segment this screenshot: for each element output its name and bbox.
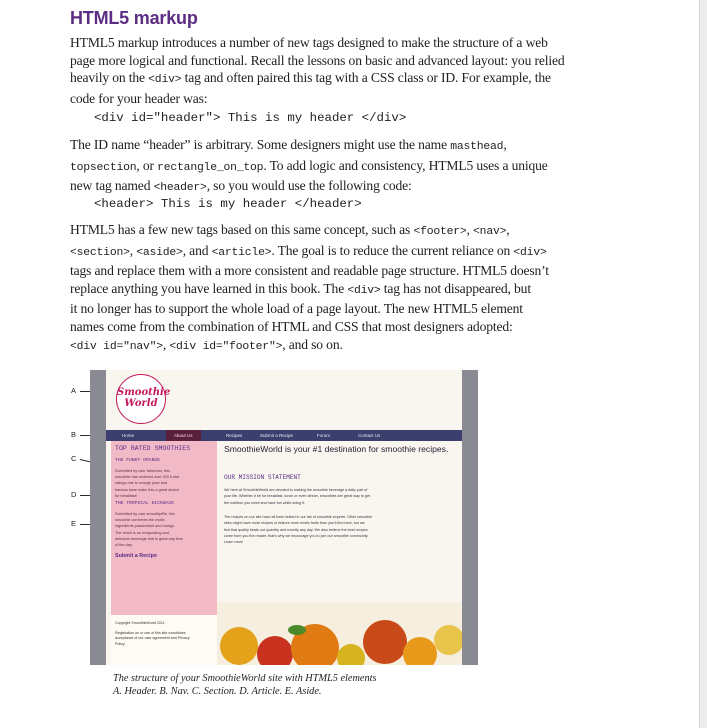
aside-item-1-line: Submitted by user Iwbernus, this <box>115 469 171 473</box>
inline-code-article: <article> <box>211 246 272 259</box>
logo-text-1: Smoothie <box>117 387 171 398</box>
inline-code-topsection: topsection <box>70 161 137 174</box>
aside-item-1-line: ratings due to orange juice and <box>115 481 168 486</box>
aside-item-2-text <box>115 511 211 548</box>
mission-title: OUR MISSION STATEMENT <box>224 474 301 481</box>
p3-line-3: tags and replace them with a more consistent and readable page structure. HTML5 doesn’t <box>70 263 549 279</box>
aside-item-2-line: The result is an invigorating and <box>115 530 169 535</box>
pineapple-icon <box>220 627 258 665</box>
site-logo <box>116 374 171 424</box>
site-aside <box>111 441 217 615</box>
mission-line: We here at SmoothieWorld are devoted to making the smoothie beverage a daily part of <box>224 488 368 492</box>
p3-comma-3: , <box>162 336 170 352</box>
nav-recipes: Recipes <box>226 433 243 438</box>
callout-letter-c: C <box>71 454 77 463</box>
p3-line-4b: tag has not disappeared, but <box>380 280 531 296</box>
fruit-photo <box>217 602 462 665</box>
p1-line-3a: heavily on the <box>70 70 149 86</box>
aside-item-2-line: smoothie combines the exotic <box>115 518 166 523</box>
logo-text-2: World <box>124 398 158 409</box>
site-tagline: SmoothieWorld is your #1 destination for smoothie recipes. <box>224 444 449 454</box>
caption-line-2: A. Header. B. Nav. C. Section. D. Article. E. Aside. <box>113 685 322 697</box>
p3-line-1b: , <box>506 222 510 237</box>
p2-line-1a: The ID name “header” is arbitrary. Some designers might use the name <box>70 137 451 152</box>
nav-home: Home <box>122 433 135 438</box>
inline-code-rectangle: rectangle_on_top <box>157 161 264 174</box>
p3-comma-2: , <box>129 242 137 258</box>
grapefruit-icon <box>363 620 407 664</box>
p3-line-5: it no longer has to support the whole load of a page layout. The new HTML5 element <box>70 301 523 317</box>
nav-about-us: About Us <box>166 430 201 441</box>
footer-copyright: Copyright SmoothieWorld 2011 <box>115 621 165 625</box>
mission-line: sites might have more recipes or feature more exotic fruits than you'll find here, but we <box>224 521 365 526</box>
inline-code-aside: <aside> <box>136 246 183 259</box>
paragraph-3 <box>70 221 590 356</box>
p2-line-1b: , <box>503 137 507 152</box>
p2-line-2b: . To add logic and consistency, HTML5 uses a unique <box>263 157 548 173</box>
p1-line-2: page more logical and functional. Recall the lessons on basic and advanced layout: you relied <box>70 52 565 68</box>
inline-code-nav: <nav> <box>473 226 507 238</box>
aside-item-2-line: of the day. <box>115 543 133 548</box>
code-sample-header-div: <div id="header"> This is my header </div> <box>94 111 407 125</box>
p3-line-2b: . The goal is to reduce the current reliance on <box>271 242 514 258</box>
inline-code-div-footer: <div id="footer"> <box>169 340 283 353</box>
inline-code-footer: <footer> <box>413 226 467 238</box>
aside-item-1-line: for breakfast! <box>115 493 138 498</box>
paragraph-1 <box>70 34 590 107</box>
site-nav <box>106 430 462 441</box>
aside-item-2-line: Submitted by user smoothjoRe, this <box>115 512 175 516</box>
site-footer <box>111 615 217 665</box>
callout-letter-d: D <box>71 490 77 499</box>
inline-code-div: <div> <box>148 74 182 87</box>
inline-code-header: <header> <box>153 182 207 195</box>
site-page <box>106 370 462 665</box>
mission-line: Learn more <box>224 540 243 545</box>
section-heading: HTML5 markup <box>70 8 198 28</box>
paragraph-2 <box>70 136 590 198</box>
footer-line: acceptance of our user agreement and Privacy <box>115 636 190 641</box>
aside-submit-link: Submit a Recipe <box>115 553 157 559</box>
mission-line: feel that quality beats out quantity and novelty any day. We also believe the best recipes <box>224 527 368 532</box>
mission-paragraph-2 <box>224 514 452 545</box>
aside-item-1-line: smoothie has recieved over 200 5 star <box>115 475 180 480</box>
figure-caption <box>113 673 377 699</box>
p3-line-6: names come from the combination of HTML and CSS that most designers adopted: <box>70 318 513 334</box>
p1-line-1: HTML5 markup introduces a number of new tags designed to make the structure of a web <box>70 35 548 50</box>
inline-code-masthead: masthead <box>450 141 504 153</box>
p3-line-1a: HTML5 has a few new tags based on this same concept, such as <box>70 222 414 237</box>
leaf-icon <box>288 625 306 635</box>
p2-line-3b: , so you would use the following code: <box>206 178 412 194</box>
mission-line: the nutrition you need and have fun while doing it. <box>224 500 306 505</box>
p1-line-3b: tag and often paired this tag with a CSS class or ID. For example, the <box>181 70 551 86</box>
inline-code-div-3: <div> <box>347 284 381 297</box>
mission-paragraph-1 <box>224 487 452 506</box>
aside-item-2-line: delicious beverage that is great any time <box>115 536 183 541</box>
aside-item-2-title: THE TROPICAL KICKBACK <box>115 501 175 506</box>
nav-contact-us: Contact Us <box>358 433 381 438</box>
inline-code-div-2: <div> <box>513 246 547 259</box>
callout-letter-e: E <box>71 519 77 528</box>
aside-title: TOP RATED SMOOTHIES <box>115 445 191 452</box>
code-sample-header-tag: <header> This is my header </header> <box>94 197 362 211</box>
footer-text <box>115 631 211 647</box>
page-edge <box>699 0 707 728</box>
aside-item-1-line: banana base make this a great choice <box>115 487 180 492</box>
p3-comma-1: , <box>466 222 474 237</box>
inline-code-div-nav: <div id="nav"> <box>70 340 163 353</box>
mission-line: come from you the reader, that's why we encourage you to join our smoothie community. <box>224 533 369 538</box>
callout-letter-b: B <box>71 430 77 439</box>
p3-and: , and <box>182 242 212 258</box>
p3-line-7b: , and so on. <box>282 336 343 352</box>
nav-forum: Forum <box>317 433 331 438</box>
figure-screenshot <box>90 370 478 665</box>
callout-letter-a: A <box>71 386 77 395</box>
footer-line: Policy. <box>115 641 126 646</box>
mission-line: your life. Whether it be for breakfast, lunch or even dinner, smoothies are great way to get <box>224 494 371 499</box>
p3-line-4: replace anything you have learned in this book. The <box>70 280 348 296</box>
p2-line-3a: new tag named <box>70 178 154 194</box>
aside-item-1-text <box>115 468 211 499</box>
p1-line-4: code for your header was: <box>70 90 208 106</box>
mission-line: The recipes on our site have all been tested in our lab of smoothie experts. Other smoothie <box>224 515 373 519</box>
inline-code-section: <section> <box>70 246 130 259</box>
footer-line: Registration on or use of this site constitutes <box>115 631 186 635</box>
aside-item-2-line: ingredients passionfruit and mango. <box>115 524 176 529</box>
nav-submit-recipe: Submit a Recipe <box>260 433 294 438</box>
caption-line-1: The structure of your SmoothieWorld site with HTML5 elements <box>113 673 377 684</box>
p2-line-2-mid: , or <box>136 157 158 173</box>
aside-item-1-title: THE FUNKY ORANGE <box>115 458 161 463</box>
